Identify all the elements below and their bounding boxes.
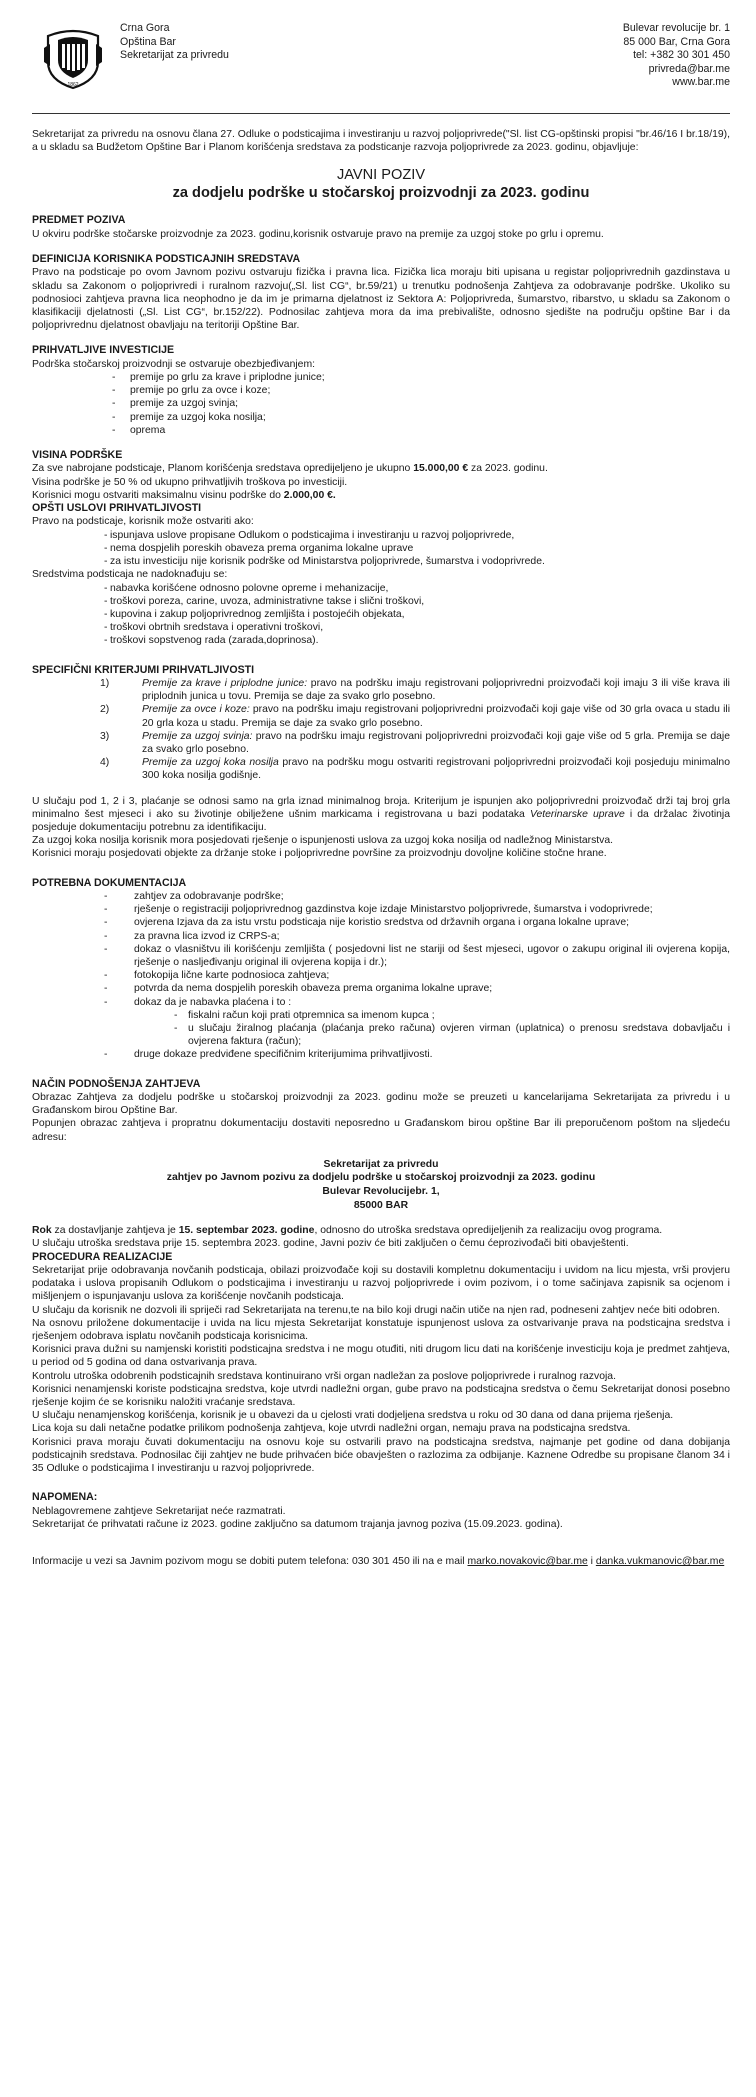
list-item: - troškovi obrtnih sredstava i operativni troškovi, (104, 622, 324, 634)
list-item: - potvrda da nema dospjelih poreskih obaveza prema organima lokalne uprave; (104, 983, 493, 995)
letterhead (32, 22, 730, 112)
visina-line2: Visina podrške je 50 % od ukupno prihvatljivih troškova po investiciji. (32, 476, 348, 488)
napomena-line2: Sekretarijat će prihvatati račune iz 2023. godine zaključno sa datumom trajanja javnog poziva (15.09.2023. godina). (32, 1518, 563, 1530)
list-item: - troškovi sopstvenog rada (zarada,doprinosa). (104, 635, 319, 647)
kriterijumi-note3: Korisnici moraju posjedovati objekte za držanje stoke i poljoprivredne površine za proizvodnju dovoljne količine stočne hrane. (32, 848, 607, 860)
section-heading-kriterijumi: SPECIFIČNI KRITERJUMI PRIHVATLJIVOSTI (32, 663, 255, 676)
list-item: - kupovina i zakup poljoprivrednog zemljišta i postojećih objekata, (104, 608, 405, 620)
procedura-paragraph: U slučaju nenamjenskog korišćenja, korisnik je u obavezi da u cjelosti vrati dodjeljena sredstva u roku od 30 dana od dana prijema rješenja. (32, 1410, 674, 1422)
list-item: - fotokopija lične karte podnosioca zahtjeva; (104, 970, 330, 982)
definicija-text: Pravo na podsticaje po ovom Javnom pozivu ostvaruju fizička i pravna lica. Fizička lica moraju biti upisana u registar poljoprivrednih gazdinstava u skladu sa Zakonom o poljoprivredi i ruralnom razvoju(„Sl. list CG“, br.59/21) u trenutku podnošenja Zahtjeva za odobravanje podrške. Ukoliko su podnosioci zahtjeva pravna lica neophodno je da im je primarna djelatnost iz Sektora A: Poljoprivreda, šumarstvo, ribarstvo, u skladu sa Zakonom o klasifikaciji djelatnosti („Sl. List CG“, br.152/22). Podnosilac zahtjeva mora da ima prebivalište, odnosno sjedište na području opštine Bar i da poljoprivrednu djelatnost obavljaju na teritoriji Opštine Bar. (32, 267, 730, 332)
deadline-paragraph: Rok za dostavljanje zahtjeva je 15. septembar 2023. godine, odnosno do utroška sredstava opredijeljenih za realizaciju ovog programa. (32, 1225, 663, 1237)
document-subtitle: za dodjelu podrške u stočarskoj proizvodnji za 2023. godinu (172, 185, 590, 202)
visina-line1: Za sve nabrojane podsticaje, Planom korišćenja sredstava opredijeljeno je ukupno 15.000,00 € za 2023. godinu. (32, 463, 548, 475)
uslovi-lead: Pravo na podsticaje, korisnik može ostvariti ako: (32, 516, 254, 528)
procedura-paragraph: U slučaju da korisnik ne dozvoli ili spriječi rad Sekretarijata na terenu,te na bilo koji drugi način utiče na njen rad, podneseni zahtjev neće biti odobren. (32, 1304, 720, 1316)
intro-paragraph: Sekretarijat za privredu na osnovu člana 27. Odluke o podsticajima i investiranju u razvoj poljoprivrede("Sl. list CG-opštinski propisi "br.46/16 I br.18/19), a u skladu sa Budžetom Opštine Bar i Planom korišćenja sredstava za podsticanje razvoja poljoprivrede za 2023. godinu, objavljuje: (32, 129, 730, 154)
section-heading-investicije: PRIHVATLJIVE INVESTICIJE (32, 344, 175, 357)
list-item: - dokaz da je nabavka plaćena i to : (104, 996, 292, 1008)
coat-of-arms-icon (40, 26, 106, 90)
header-divider (32, 113, 730, 114)
email-link[interactable]: privreda@bar.me (648, 62, 730, 75)
crest-year: 1862 (67, 82, 79, 88)
kriterijumi-note: U slučaju pod 1, 2 i 3, plaćanje se odnosi samo na grla iznad minimalnog broja. Kriterijum je ispunjen ako poljoprivredni proizvođač drži taj broj grla minimalno šest mjeseci i ako su životinje obilježene ušnim markicama i registrovana u bazi podataka Veterinarske uprave i da držalac životinja posjeduje dokumentaciju potrebnu za identifikaciju. (32, 795, 731, 833)
list-item: - troškovi poreza, carine, uvoza, administrativne takse i slični troškovi, (104, 595, 425, 607)
section-heading-uslovi: OPŠTI USLOVI PRIHVATLJIVOSTI (32, 502, 202, 515)
sub-list-item: - fiskalni račun koji prati otpremnica sa imenom kupca ; (174, 1009, 435, 1021)
criteria-item: 3) Premije za uzgoj svinja: pravo na podršku imaju registrovani poljoprivredni proizvođači koji gaje više od 5 grla. Premija se daje za svako grlo posebno. (100, 730, 730, 755)
contact-footer: Informacije u vezi sa Javnim pozivom mogu se dobiti putem telefona: 030 301 450 ili na e mail marko.novakovic@bar.me i danka.vukmanovic@bar.me (32, 1556, 725, 1568)
criteria-item: 2) Premije za ovce i koze: pravo na podršku imaju registrovani poljoprivredni proizvođači koji gaje više od 30 grla ovaca u stadu ili 20 grla koza u stadu. Premija se daje za svako grlo posebno. (100, 704, 730, 729)
list-item: - premije za uzgoj svinja; (112, 398, 238, 410)
nacin-text2: Popunjen obrazac zahtjeva i propratnu dokumentaciju dostaviti neposredno u Građanskom birou opštine Bar ili preporučenom poštom na sljedeću adresu: (32, 1118, 730, 1143)
institution-contact: Bulevar revolucije br. 1 85 000 Bar, Crna Gora tel: +382 30 301 450 privreda@bar.me www.bar.me (622, 22, 730, 89)
website-link[interactable]: www.bar.me (672, 76, 730, 89)
list-item: - oprema (112, 424, 166, 436)
list-item: - rješenje o registraciji poljoprivrednog gazdinstva koje izdaje Ministarstvo poljoprivrede, šumarstva i vodoprivrede; (104, 904, 653, 916)
procedura-paragraph: Korisnici prava moraju čuvati dokumentaciju na osnovu koje su ostvarili pravo na podsticajna sredstva, najmanje pet godine od dana dobijanja podsticajnih sredstava. Podnosilac čiji zahtjev ne bude prihvaćen biće obavješten o razlozima za odbijanje. Kaznene Odredbe su propisane članom 34 i 35 Odluke o podsticajima I investiranju u razvoj poljoprivrede. (32, 1436, 730, 1475)
list-item: - za pravna lica izvod iz CRPS-a; (104, 930, 280, 942)
kriterijumi-note2: Za uzgoj koka nosilja korisnik mora posjedovati rješenje o ispunjenosti uslova za uzgoj koka nosilja od nadležnog Ministarstva. (32, 835, 614, 847)
napomena-line1: Neblagovremene zahtjeve Sekretarijat neće razmatrati. (32, 1505, 286, 1517)
list-item: - nema dospjelih poreskih obaveza prema organima lokalne uprave (104, 542, 414, 554)
section-heading-predmet: PREDMET POZIVA (32, 214, 126, 227)
document-body (32, 128, 730, 1568)
list-item: - za istu investiciju nije korisnik podrške od Ministarstva poljoprivrede, šumarstva i vodoprivrede. (104, 556, 545, 568)
section-heading-visina: VISINA PODRŠKE (32, 449, 123, 462)
procedura-paragraph: Korisnici nenamjenski koriste podsticajna sredstva, koje utvrdi nadležni organ, gube pravo na podsticajna sredstva o čemu Sekretarijat donosi posebno rješenje kojim će se korisniku naložiti vraćanje sredstava. (32, 1383, 730, 1409)
section-heading-definicija: DEFINICIJA KORISNIKA PODSTICAJNIH SREDSTAVA (32, 253, 301, 266)
document-title: JAVNI POZIV (336, 167, 426, 184)
sub-list-item: - u slučaju žiralnog plaćanja (plaćanja preko računa) ovjeren virman (uplatnica) o prenosu sredstava dobavljaču i ovjerena faktura (račun); (174, 1023, 730, 1048)
list-item: - premije po grlu za ovce i koze; (112, 385, 271, 397)
procedura-paragraph: Na osnovu priložene dokumentacije i uvida na licu mjesta Sekretarijat konstatuje ispunjenost uslova za ostvarivanje prava na podsticajna sredstva i rješenjem odobrava isplatu novčanih podsticaja korisnicima. (32, 1317, 730, 1343)
list-item: - nabavka korišćene odnosno polovne opreme i mehanizacije, (104, 582, 389, 594)
procedura-paragraph: Sekretarijat prije odobravanja novčanih podsticaja, obilazi proizvođače koji su dostavili kompletnu dokumentaciju i uvidom na licu mjesta, vrši provjeru podataka i uslova propisanih Odlukom o podsticajima i investiranju u razvoj poljoprivrede i ovim pozivom, i o tome sačinjava zapisnik sa ocjenom i mišljenjem o ispunjavanju uslova za korišćenje novčanih podsticaja. (32, 1265, 730, 1303)
list-item: - ovjerena Izjava da za istu vrstu podsticaja nije koristio sredstva od državnih organa i organa lokalne uprave; (104, 917, 629, 929)
section-heading-procedura: PROCEDURA REALIZACIJE (32, 1250, 173, 1263)
procedura-paragraph: Lica koja su dali netačne podatke prilikom podnošenja zahtjeva, koje utvrdi nadležni organ, nemaju prava na podsticajna sredstva. (32, 1423, 631, 1435)
mailing-address: Sekretarijat za privredu zahtjev po Javnom pozivu za dodjelu podrške u stočarskoj proizvodnji za 2023. godinu Bulevar Revolucijebr. 1, 85000 BAR (166, 1158, 596, 1211)
procedura-paragraph: Korisnici prava dužni su namjenski koristiti podsticajna sredstva i ne mogu otuđiti, niti drugom licu dati na korišćenje investiciju koja je predmet zahtjeva, u period od 5 godina od dana ostvarivanja prava. (32, 1344, 730, 1369)
list-item: - premije za uzgoj koka nosilja; (112, 411, 266, 423)
list-item: - dokaz o vlasništvu ili korišćenju zemljišta ( posjedovni list ne stariji od šest mjeseci, ugovor o zakupu original ili ovjerena kopija, rješenje o nasljeđivanju original ili ovjerena kopija i dr.); (104, 943, 730, 968)
list-item: - zahtjev za odobravanje podrške; (104, 890, 284, 902)
nacin-text1: Obrazac Zahtjeva za dodjelu podrške u stočarskoj proizvodnji za 2023. godinu može se preuzeti u kancelarijama Sekretarijata za privredu i u Građanskom birou Opštine Bar. (32, 1092, 730, 1117)
predmet-text: U okviru podrške stočarske proizvodnje za 2023. godinu,korisnik ostvaruje pravo na premije za uzgoj stoke po grlu i opremu. (32, 228, 604, 240)
visina-line3: Korisnici mogu ostvariti maksimalnu visinu podrške do 2.000,00 €. (32, 489, 336, 501)
procedura-paragraph: Kontrolu utroška odobrenih podsticajnih sredstava kontinuirano vrši organ nadležan za poslove poljoprivrede i ruralnog razvoja. (32, 1370, 616, 1382)
section-heading-nacin: NAČIN PODNOŠENJA ZAHTJEVA (32, 1077, 201, 1090)
institution-name: Crna Gora Opština Bar Sekretarijat za privredu (120, 22, 229, 62)
uslovi-lead2: Sredstvima podsticaja ne nadoknađuju se: (32, 569, 228, 581)
criteria-item: 4) Premije za uzgoj koka nosilja pravo na podršku mogu ostvariti registrovani poljoprivredni proizvođači koji posjeduju minimalno 300 koka nosilja godišnje. (100, 757, 730, 782)
section-heading-napomena: NAPOMENA: (32, 1491, 98, 1504)
email-link-danka[interactable]: danka.vukmanovic@bar.me (595, 1556, 725, 1568)
list-item: - premije po grlu za krave i priplodne junice; (112, 372, 325, 384)
investicije-lead: Podrška stočarskoj proizvodnji se ostvaruje obezbjeđivanjem: (32, 358, 315, 370)
email-link-marko[interactable]: marko.novakovic@bar.me (467, 1556, 588, 1568)
section-heading-dokumentacija: POTREBNA DOKUMENTACIJA (32, 876, 187, 889)
criteria-item: 1) Premije za krave i priplodne junice: pravo na podršku imaju registrovani poljoprivredni proizvođači koji imaju 3 ili više krava ili priplodnih junica u tovu. Premija se daje za svako grlo posebno. (100, 677, 730, 703)
deadline-note: U slučaju utroška sredstava prije 15. septembra 2023. godine, Javni poziv će biti zaključen o čemu ćeprozivođači biti obavještenti. (32, 1238, 629, 1250)
list-item: - druge dokaze predviđene specifičnim kriterijumima prihvatljivosti. (104, 1049, 433, 1061)
list-item: - ispunjava uslove propisane Odlukom o podsticajima i investiranju u razvoj poljoprivrede, (104, 529, 515, 541)
